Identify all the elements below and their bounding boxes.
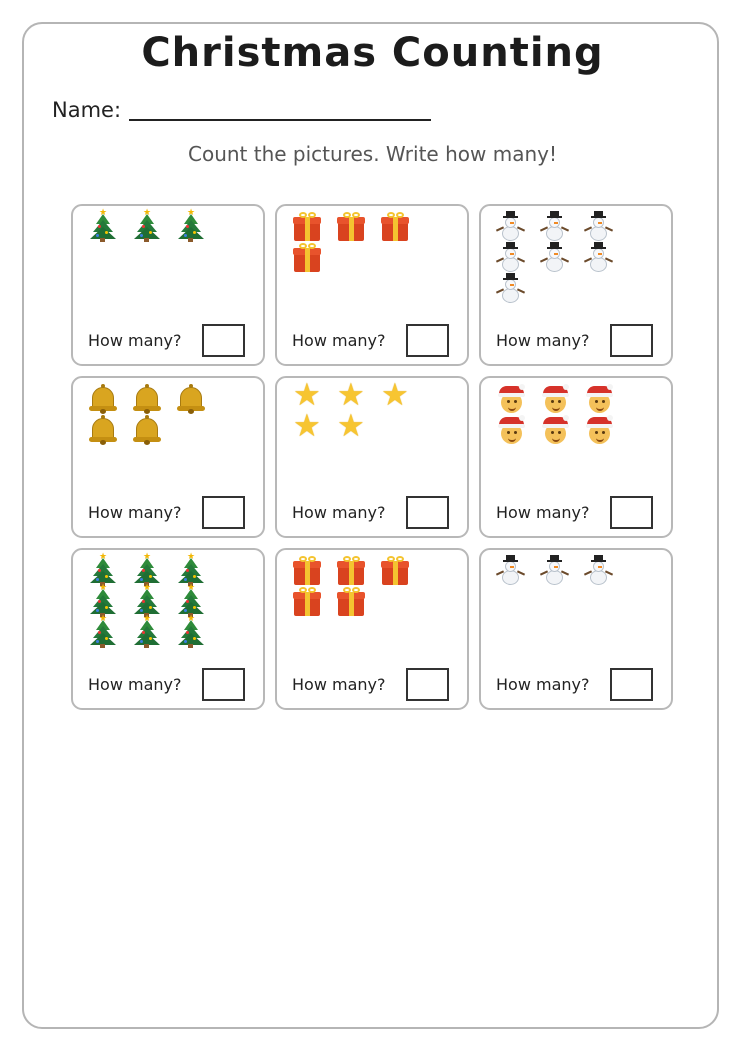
name-row <box>52 98 431 122</box>
gift-icon <box>293 556 337 587</box>
bell-icon <box>133 415 177 446</box>
answer-box[interactable] <box>406 324 449 357</box>
snowman-icon <box>585 243 629 274</box>
how-many-label: How many? <box>292 675 386 694</box>
snowman-icon <box>497 212 541 243</box>
christmas-tree-icon: ★ <box>133 212 177 243</box>
bell-icon <box>177 384 221 415</box>
counting-card <box>479 548 673 710</box>
picture-group <box>497 384 637 446</box>
star-icon: ★ <box>293 377 321 413</box>
instructions: Count the pictures. Write how many! <box>188 142 557 166</box>
christmas-tree-icon: ★ <box>89 212 133 243</box>
name-label: Name: <box>52 98 122 122</box>
christmas-tree-icon: ★ <box>89 587 133 618</box>
how-many-label: How many? <box>88 503 182 522</box>
gift-icon <box>381 556 425 587</box>
counting-card <box>71 548 265 710</box>
picture-group <box>497 212 637 305</box>
name-answer-line[interactable] <box>129 118 431 121</box>
picture-group <box>89 384 229 446</box>
counting-card <box>71 376 265 538</box>
snowman-icon <box>585 556 629 587</box>
star-icon: ★ <box>381 377 409 413</box>
santa-icon <box>497 415 541 446</box>
star-icon: ★ <box>337 377 365 413</box>
answer-box[interactable] <box>610 668 653 701</box>
answer-box[interactable] <box>610 496 653 529</box>
picture-group <box>293 212 433 274</box>
christmas-tree-icon: ★ <box>177 556 221 587</box>
snowman-icon <box>541 243 585 274</box>
picture-group <box>497 556 637 587</box>
counting-card <box>479 376 673 538</box>
answer-box[interactable] <box>202 496 245 529</box>
gift-icon <box>293 212 337 243</box>
santa-icon <box>585 384 629 415</box>
bell-icon <box>89 415 133 446</box>
picture-group <box>89 208 229 243</box>
answer-box[interactable] <box>610 324 653 357</box>
snowman-icon <box>541 556 585 587</box>
bell-icon <box>89 384 133 415</box>
picture-group <box>89 552 229 649</box>
snowman-icon <box>585 212 629 243</box>
counting-card <box>275 204 469 366</box>
snowman-icon <box>541 212 585 243</box>
santa-icon <box>497 384 541 415</box>
santa-icon <box>541 384 585 415</box>
snowman-icon <box>497 556 541 587</box>
gift-icon <box>293 587 337 618</box>
counting-card <box>275 376 469 538</box>
answer-box[interactable] <box>406 668 449 701</box>
christmas-tree-icon: ★ <box>133 587 177 618</box>
counting-card <box>71 204 265 366</box>
how-many-label: How many? <box>88 675 182 694</box>
christmas-tree-icon: ★ <box>177 212 221 243</box>
answer-box[interactable] <box>406 496 449 529</box>
snowman-icon <box>497 274 541 305</box>
how-many-label: How many? <box>496 331 590 350</box>
santa-icon <box>585 415 629 446</box>
how-many-label: How many? <box>292 331 386 350</box>
counting-card <box>275 548 469 710</box>
gift-icon <box>337 212 381 243</box>
christmas-tree-icon: ★ <box>133 556 177 587</box>
gift-icon <box>337 587 381 618</box>
how-many-label: How many? <box>88 331 182 350</box>
christmas-tree-icon: ★ <box>89 556 133 587</box>
bell-icon <box>133 384 177 415</box>
christmas-tree-icon: ★ <box>177 618 221 649</box>
gift-icon <box>337 556 381 587</box>
gift-icon <box>293 243 337 274</box>
counting-card <box>479 204 673 366</box>
christmas-tree-icon: ★ <box>177 587 221 618</box>
page-title: Christmas Counting <box>141 30 604 76</box>
gift-icon <box>381 212 425 243</box>
how-many-label: How many? <box>292 503 386 522</box>
picture-group <box>293 377 433 446</box>
star-icon: ★ <box>293 408 321 444</box>
picture-group <box>293 556 433 618</box>
christmas-tree-icon: ★ <box>89 618 133 649</box>
answer-box[interactable] <box>202 324 245 357</box>
christmas-tree-icon: ★ <box>133 618 177 649</box>
snowman-icon <box>497 243 541 274</box>
how-many-label: How many? <box>496 503 590 522</box>
santa-icon <box>541 415 585 446</box>
answer-box[interactable] <box>202 668 245 701</box>
how-many-label: How many? <box>496 675 590 694</box>
star-icon: ★ <box>337 408 365 444</box>
